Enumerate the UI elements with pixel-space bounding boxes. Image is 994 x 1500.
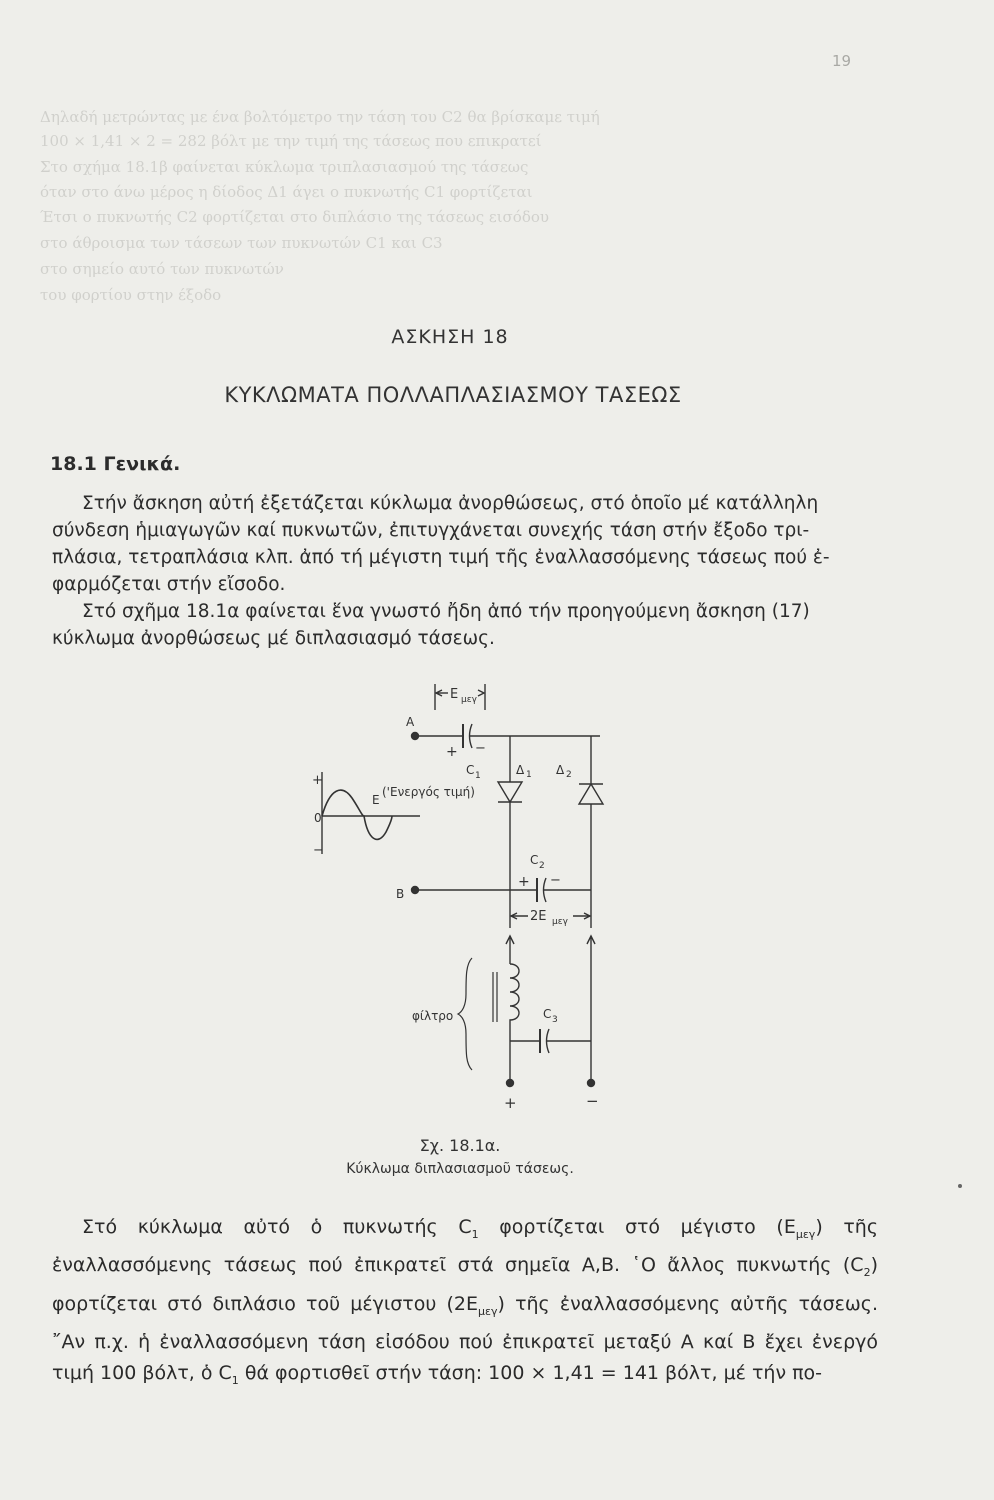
label-output-minus: − — [586, 1092, 599, 1110]
label-minus: − — [313, 843, 324, 858]
text-line: Στήν ἄσκηση αὐτή ἐξετάζεται κύκλωμα ἀνορθώσεως, στό ὁποῖο μέ κατάλληλη — [82, 493, 819, 514]
label-d2-sub: 2 — [566, 770, 572, 780]
text-line: σύνδεση ἡμιαγωγῶν καί πυκνωτῶν, ἐπιτυγχάνεται συνεχής τάση στήν ἔξοδο τρι- — [52, 520, 810, 541]
text-line: Στό κύκλωμα αὐτό ὁ πυκνωτής $C_1$ φορτίζεται στό μέγιστο $(E_{\mu\varepsilon\gamma})$ τῆς — [82, 1216, 878, 1241]
label-source-note: ('Ενεργός τιμή) — [382, 785, 475, 799]
label-c3: C — [543, 1007, 552, 1021]
bleed-through-line: 100 × 1,41 × 2 = 282 βόλτ με την τιμή της τάσεως που επικρατεί — [40, 132, 542, 150]
figure-caption-text: Κύκλωμα διπλασιασμοῦ τάσεως. — [346, 1161, 574, 1177]
text-line: Στό σχῆμα 18.1α φαίνεται ἕνα γνωστό ἤδη ἀπό τήν προηγούμενη ἄσκηση (17) — [82, 601, 810, 622]
intro-paragraph — [52, 490, 872, 652]
text-line: φαρμόζεται στήν εἴσοδο. — [52, 574, 286, 595]
chapter-title: ΚΥΚΛΩΜΑΤΑ ΠΟΛΛΑΠΛΑΣΙΑΣΜΟΥ ΤΑΣΕΩΣ — [224, 383, 682, 407]
label-c2-sub: 2 — [539, 861, 545, 871]
label-c1: C — [466, 763, 475, 777]
section-heading: 18.1 Γενικά. — [50, 453, 181, 475]
label-plus: + — [312, 773, 323, 788]
label-2e-mev-sub: μεγ — [552, 917, 568, 927]
bleed-through-line: του φορτίου στην έξοδο — [40, 286, 222, 304]
figure-caption-number: Σχ. 18.1α. — [419, 1136, 501, 1155]
label-c3-sub: 3 — [552, 1015, 558, 1025]
label-e-mev-sub: μεγ — [461, 695, 477, 705]
label-c1-sub: 1 — [475, 771, 481, 781]
label-plus-c1: + — [446, 744, 458, 760]
label-d1: Δ — [516, 763, 525, 777]
label-plus-c2: + — [518, 874, 530, 890]
label-zero: 0 — [314, 811, 322, 825]
label-source: E — [372, 793, 380, 807]
exercise-title: ΑΣΚΗΣΗ 18 — [391, 326, 509, 348]
bleed-through-line: στο άθροισμα των τάσεων των πυκνωτών C1 και C3 — [40, 234, 443, 252]
output-terminal-plus — [507, 1080, 514, 1087]
label-c2: C — [530, 853, 539, 867]
text-line: ῎Αν π.χ. ἡ ἐναλλασσόμενη τάση εἰσόδου πού ἐπικρατεῖ μεταξύ Α καί Β ἔχει ἐνεργό — [52, 1330, 878, 1353]
paper-speck — [958, 1184, 962, 1188]
label-filter: φίλτρο — [412, 1009, 454, 1023]
body-paragraph — [52, 1212, 878, 1397]
label-d1-sub: 1 — [526, 770, 532, 780]
bleed-through-line: Στο σχήμα 18.1β φαίνεται κύκλωμα τριπλασιασμού της τάσεως — [40, 158, 529, 176]
label-d2: Δ — [556, 763, 565, 777]
bleed-through-line: στο σημείο αυτό των πυκνωτών — [40, 260, 284, 278]
output-terminal-minus — [588, 1080, 595, 1087]
text-line: φορτίζεται στό διπλάσιο τοῦ μέγιστου $(2E_{\mu\varepsilon\gamma})$ τῆς ἐναλλασσόμενης αὐτῆς τάσεως. — [52, 1292, 878, 1318]
label-minus-c1: − — [475, 741, 486, 756]
label-output-plus: + — [504, 1094, 517, 1112]
bleed-through-line: Έτσι ο πυκνωτής C2 φορτίζεται στο διπλάσιο της τάσεως εισόδου — [40, 208, 549, 226]
circuit-diagram — [300, 676, 640, 1125]
node-a — [412, 733, 419, 740]
label-b: B — [396, 887, 405, 901]
bleed-through-line: Δηλαδή μετρώντας με ένα βολτόμετρο την τάση του C2 θα βρίσκαμε τιμή — [40, 108, 600, 126]
node-b — [412, 887, 419, 894]
page-number: 19 — [832, 52, 852, 70]
inductor-coil — [510, 964, 519, 1041]
text-line: τιμή 100 βόλτ, ὁ $C_1$ θά φορτισθεῖ στήν τάση: 100 × 1,41 = 141 βόλτ, μέ τήν πο- — [52, 1362, 823, 1388]
diode-d2 — [579, 784, 603, 804]
label-2e-mev: 2E — [530, 909, 547, 924]
label-e-mev: E — [450, 687, 459, 702]
diode-d1 — [498, 782, 522, 802]
text-line: κύκλωμα ἀνορθώσεως μέ διπλασιασμό τάσεως. — [52, 628, 495, 649]
label-minus-c2: − — [550, 873, 561, 888]
bleed-through-line: όταν στο άνω μέρος η δίοδος Δ1 άγει ο πυκνωτής C1 φορτίζεται — [40, 183, 533, 201]
text-line: ἐναλλασσόμενης τάσεως πού ἐπικρατεῖ στά σημεῖα Α,Β. ῾Ο ἄλλος πυκνωτής $(C_2)$ — [52, 1254, 878, 1280]
label-a: A — [406, 715, 415, 729]
filter-brace — [458, 958, 472, 1070]
text-line: πλάσια, τετραπλάσια κλπ. ἀπό τή μέγιστη τιμή τῆς ἐναλλασσόμενης τάσεως πού ἐ- — [52, 547, 830, 568]
